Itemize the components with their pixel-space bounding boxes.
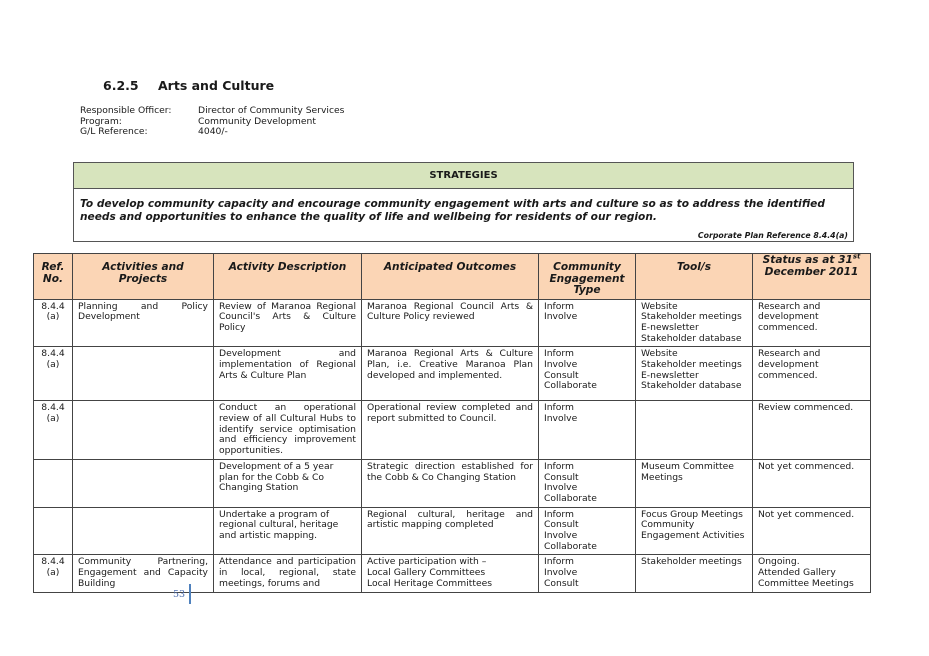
cell-ref (34, 401, 73, 460)
engagement-item: Inform (544, 556, 574, 568)
outcome-line: Local Heritage Committees (367, 577, 493, 589)
ref-line: (a) (46, 413, 60, 425)
cell-ref (34, 347, 73, 401)
cell-outcome: Operational review completed and report submitted to Council. (362, 401, 539, 460)
engagement-item: Inform (544, 460, 574, 472)
engagement-item: Involve (544, 413, 578, 425)
cell-activity: Planning and Policy Development (73, 299, 214, 347)
ref-line: (a) (46, 359, 60, 371)
header-description: Activity Description (214, 254, 362, 300)
cell-description: Review of Maranoa Regional Council's Arts & Culture Policy (214, 299, 362, 347)
corporate-plan-reference: Corporate Plan Reference 8.4.4(a) (697, 231, 848, 240)
cell-status: Not yet commenced. (753, 459, 871, 507)
header-activities: Activities and Projects (73, 254, 214, 300)
tool-item: Museum Committee (641, 460, 734, 472)
meta-value: Community Development (198, 115, 316, 127)
cell-status: Review commenced. (753, 401, 871, 460)
meta-label: Program: (80, 115, 122, 127)
cell-activity (73, 507, 214, 555)
page-number: 53 (173, 589, 186, 600)
table-header-row (34, 254, 871, 300)
cell-activity (73, 401, 214, 460)
cell-tools (636, 401, 753, 460)
engagement-item: Consult (544, 577, 579, 589)
cell-description: Development of a 5 year plan for the Cobb & Co Changing Station (214, 459, 362, 507)
strategies-text: To develop community capacity and encourage community engagement with arts and culture so as to address the identified needs and opportunities to enhance the quality of life and wellbeing for residents of our region. (80, 198, 825, 223)
strategies-box (73, 162, 854, 242)
ref-line: 8.4.4 (41, 556, 65, 568)
cell-engagement (539, 401, 636, 460)
tool-item: Website (641, 348, 678, 360)
header-outcomes: Anticipated Outcomes (362, 254, 539, 300)
page-number-bar (189, 584, 191, 604)
table-row (34, 401, 871, 460)
table-row (34, 555, 871, 592)
cell-description: Undertake a program of regional cultural, heritage and artistic mapping. (214, 507, 362, 555)
engagement-item: Inform (544, 402, 574, 414)
section-meta (80, 106, 344, 138)
cell-outcome (362, 555, 539, 592)
cell-description: Conduct an operational review of all Cultural Hubs to identify service optimisation and efficiency improvement opportunities. (214, 401, 362, 460)
ref-line: (a) (46, 567, 60, 579)
header-ref-no: Ref. No. (34, 254, 73, 300)
tool-item: Focus Group Meetings (641, 508, 743, 520)
cell-outcome: Regional cultural, heritage and artistic mapping completed (362, 507, 539, 555)
engagement-item: Collaborate (544, 380, 597, 392)
cell-activity: Community Partnering, Engagement and Capacity Building (73, 555, 214, 592)
activities-table (33, 253, 871, 593)
engagement-item: Collaborate (544, 540, 597, 552)
engagement-item: Inform (544, 348, 574, 360)
engagement-item: Involve (544, 530, 578, 542)
tool-item: E-newsletter (641, 369, 699, 381)
cell-ref (34, 459, 73, 507)
tool-item: Stakeholder meetings (641, 556, 742, 568)
cell-tools (636, 299, 753, 347)
meta-row-officer (80, 106, 344, 117)
cell-ref (34, 507, 73, 555)
cell-ref (34, 555, 73, 592)
cell-description: Development and implementation of Regional Arts & Culture Plan (214, 347, 362, 401)
header-status-sup: st (852, 252, 861, 261)
header-status-text: Status as at 31 (762, 254, 853, 266)
table-row (34, 347, 871, 401)
tool-item: Website (641, 300, 678, 312)
meta-label: G/L Reference: (80, 126, 148, 138)
ref-line: 8.4.4 (41, 402, 65, 414)
status-line: Committee Meetings (758, 577, 854, 589)
meta-row-gl-reference (80, 127, 344, 138)
cell-engagement (539, 555, 636, 592)
engagement-item: Consult (544, 471, 579, 483)
tool-item: E-newsletter (641, 321, 699, 333)
cell-status: Research and development commenced. (753, 299, 871, 347)
status-line: Attended Gallery (758, 567, 836, 579)
status-line: Ongoing. (758, 556, 800, 568)
cell-engagement (539, 347, 636, 401)
cell-ref (34, 299, 73, 347)
cell-description: Attendance and participation in local, regional, state meetings, forums and (214, 555, 362, 592)
cell-tools (636, 507, 753, 555)
engagement-item: Involve (544, 567, 578, 579)
meta-label: Responsible Officer: (80, 105, 172, 116)
cell-engagement (539, 299, 636, 347)
table-row (34, 507, 871, 555)
cell-tools (636, 555, 753, 592)
cell-status: Research and development commenced. (753, 347, 871, 401)
ref-line: 8.4.4 (41, 300, 65, 312)
tool-item: Stakeholder meetings (641, 359, 742, 371)
cell-activity (73, 459, 214, 507)
tool-item: Stakeholder meetings (641, 311, 742, 323)
tool-item: Meetings (641, 471, 683, 483)
header-status-date: December 2011 (764, 265, 859, 278)
engagement-item: Inform (544, 300, 574, 312)
meta-value: 4040/- (198, 126, 228, 138)
header-status (753, 254, 871, 300)
section-number: 6.2.5 (103, 78, 139, 93)
cell-tools (636, 459, 753, 507)
header-engagement-type: Community Engagement Type (539, 254, 636, 300)
ref-line: (a) (46, 311, 60, 323)
cell-outcome: Maranoa Regional Arts & Culture Plan, i.e. Creative Maranoa Plan developed and implemented. (362, 347, 539, 401)
engagement-item: Consult (544, 369, 579, 381)
engagement-item: Involve (544, 482, 578, 494)
engagement-item: Collaborate (544, 492, 597, 504)
tool-item: Engagement Activities (641, 530, 745, 542)
cell-status: Not yet commenced. (753, 507, 871, 555)
strategies-header: STRATEGIES (74, 163, 853, 189)
table-row (34, 459, 871, 507)
engagement-item: Inform (544, 508, 574, 520)
header-tools: Tool/s (636, 254, 753, 300)
meta-value: Director of Community Services (198, 105, 345, 116)
section-title: Arts and Culture (158, 78, 275, 93)
engagement-item: Consult (544, 519, 579, 531)
tool-item: Stakeholder database (641, 332, 742, 344)
cell-engagement (539, 459, 636, 507)
cell-tools (636, 347, 753, 401)
table-row (34, 299, 871, 347)
cell-outcome: Maranoa Regional Council Arts & Culture Policy reviewed (362, 299, 539, 347)
cell-activity (73, 347, 214, 401)
outcome-line: Active participation with – (367, 556, 487, 568)
ref-line: 8.4.4 (41, 348, 65, 360)
engagement-item: Involve (544, 359, 578, 371)
cell-status (753, 555, 871, 592)
cell-engagement (539, 507, 636, 555)
outcome-line: Local Gallery Committees (367, 567, 486, 579)
section-heading (103, 78, 274, 93)
tool-item: Stakeholder database (641, 380, 742, 392)
tool-item: Community (641, 519, 695, 531)
engagement-item: Involve (544, 311, 578, 323)
cell-outcome: Strategic direction established for the Cobb & Co Changing Station (362, 459, 539, 507)
